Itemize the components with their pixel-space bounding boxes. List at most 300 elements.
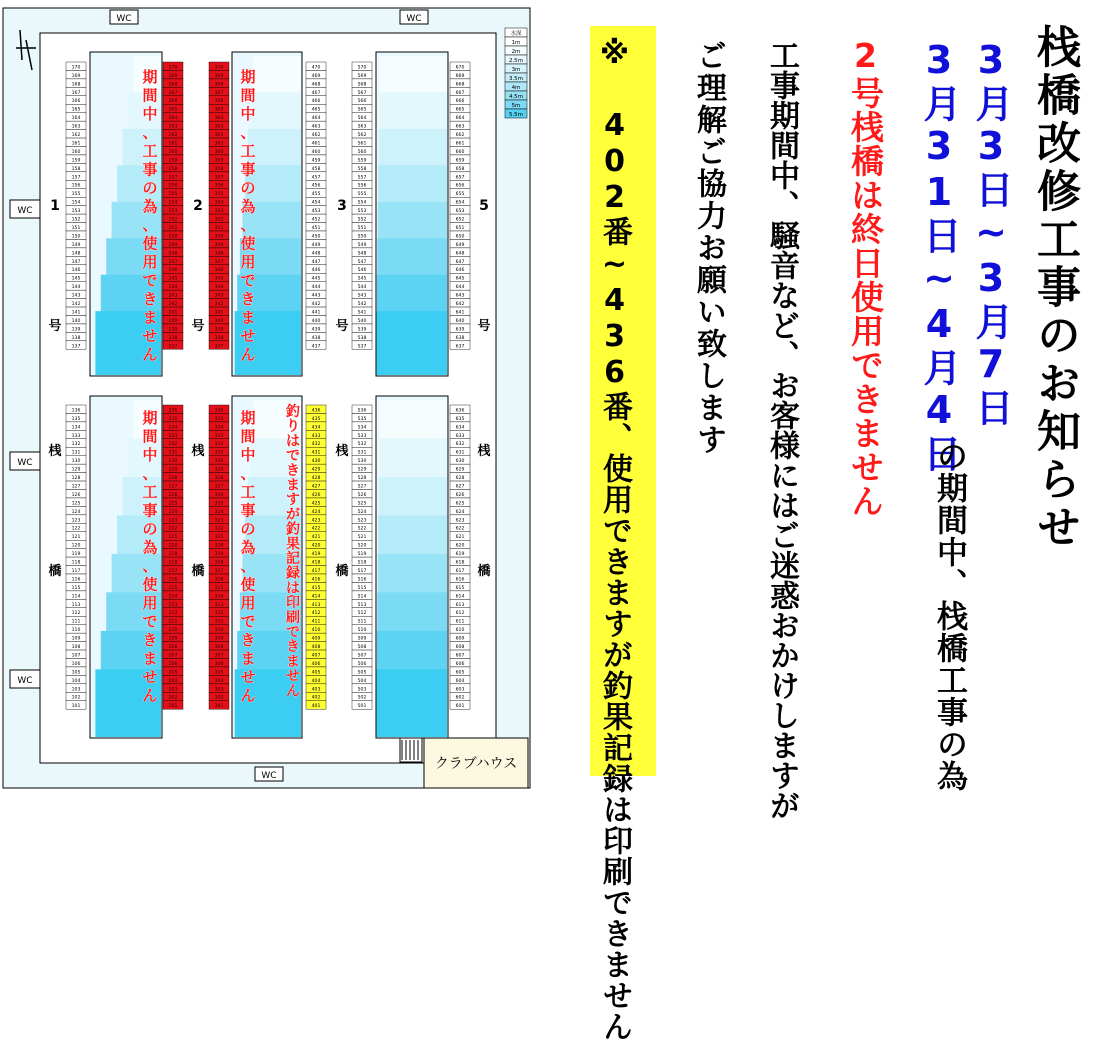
seat-cell-number: 468 [311,82,321,88]
seat-cell-number: 130 [71,459,81,465]
seat-cell-number: 649 [455,242,465,248]
closed-notice-char: 、 [240,216,256,234]
seat-cell-number: 144 [71,285,81,291]
seat-cell-number: 655 [455,192,465,198]
seat-cell-number: 170 [71,65,81,71]
closed-notice-char: 、 [142,557,158,575]
seat-cell-closed-number: 242 [168,302,178,307]
seat-cell-yellow-number: 422 [311,526,321,532]
seat-cell-closed-number: 323 [214,518,224,524]
seat-cell-closed-number: 332 [214,442,224,448]
seat-cell-number: 121 [71,535,81,541]
pier-number: 3 [337,198,347,214]
seat-cell-number: 513 [357,602,367,608]
pier-label-lower: 桟 [191,444,205,459]
closed-notice-char: ま [142,308,158,327]
seat-cell-closed-number: 305 [214,670,224,676]
seat-cell-number: 440 [311,318,321,324]
seat-cell-closed-number: 307 [214,653,224,659]
seat-cell-number: 629 [455,467,465,473]
seat-cell-yellow-number: 409 [311,636,321,642]
closed-notice-char: 間 [240,427,256,446]
seat-cell-number: 639 [455,327,465,333]
seat-cell-number: 111 [71,619,81,625]
seat-cell-number: 143 [71,293,81,299]
seat-cell-number: 634 [455,425,465,431]
fishing-notice-char: が [286,506,300,523]
closed-notice-char: 工 [240,483,256,501]
seat-cell-number: 158 [71,166,81,172]
seat-cell-closed-number: 221 [168,535,178,541]
fishing-notice-char: 釣 [286,404,300,420]
seat-cell-number: 146 [71,268,81,274]
pier-label-lower: 桟 [48,444,62,459]
seat-cell-closed-number: 211 [168,619,178,625]
seat-cell-number: 637 [455,344,465,350]
seat-cell-number: 508 [357,645,367,650]
fishing-notice-char: 釣 [286,521,300,538]
wc-top-left-label: WC [116,14,132,24]
pier-map [0,0,560,794]
pier-suffix: 号 [48,319,62,334]
seat-cell-number: 642 [455,302,465,307]
seat-cell-closed-number: 327 [214,484,224,490]
seat-cell-closed-number: 257 [168,175,178,181]
seat-cell-number: 469 [311,73,321,79]
closed-notice-char: 工 [142,483,158,501]
seat-cell-closed-number: 366 [214,99,224,105]
seat-cell-number: 535 [357,416,367,422]
seat-cell-number: 137 [71,344,81,350]
seat-cell-number: 450 [311,234,321,240]
closed-notice-char: 事 [240,160,256,179]
seat-cell-number: 105 [71,670,81,676]
seat-cell-number: 502 [357,695,367,701]
seat-cell-closed-number: 255 [168,192,178,198]
seat-cell-closed-number: 245 [168,276,178,282]
seat-cell-number: 608 [455,645,465,650]
seat-cell-number: 165 [71,107,81,113]
closed-notice-char: 期 [142,409,158,427]
seat-cell-closed-number: 227 [168,484,178,490]
seat-cell-number: 643 [455,293,465,299]
closed-notice-char: き [142,631,158,649]
seat-cell-number: 668 [455,82,465,88]
seat-cell-number: 624 [455,509,465,515]
seat-cell-closed-number: 353 [214,209,224,215]
seat-cell-closed-number: 226 [168,492,178,498]
seat-cell-number: 523 [357,518,367,524]
closed-notice-char: ま [240,649,256,668]
seat-cell-closed-number: 370 [214,65,224,71]
pier-number: 5 [479,198,489,214]
seat-cell-closed-number: 228 [168,476,178,481]
seat-cell-number: 104 [71,678,81,684]
legend-label: 4.5m [508,94,524,100]
seat-cell-number: 653 [455,209,465,215]
seat-cell-number: 640 [455,318,465,324]
seat-cell-number: 633 [455,433,465,439]
seat-cell-number: 437 [311,344,321,350]
water-pier3-bottom-depth [376,669,447,737]
seat-cell-number: 542 [357,302,367,307]
seat-cell-number: 514 [357,594,367,600]
seat-cell-number: 561 [357,141,367,147]
seat-cell-number: 131 [71,450,81,456]
closed-notice-char: 使 [142,234,158,253]
seat-cell-number: 555 [357,192,367,198]
seat-cell-closed-number: 317 [214,568,224,574]
seat-cell-number: 438 [311,335,321,341]
seat-cell-number: 451 [311,225,321,231]
seat-cell-number: 612 [455,611,465,617]
seat-cell-number: 166 [71,99,81,105]
seat-cell-number: 118 [71,560,81,566]
seat-cell-number: 621 [455,535,465,541]
seat-cell-closed-number: 339 [214,327,224,333]
fishing-notice-char: 印 [286,595,300,612]
seat-cell-closed-number: 338 [214,335,224,341]
seat-cell-number: 657 [455,175,465,181]
wc-left-2-label: WC [17,458,33,468]
seat-cell-number: 464 [311,116,321,122]
seat-cell-closed-number: 351 [214,225,224,231]
seat-cell-number: 630 [455,459,465,465]
seat-cell-number: 501 [357,704,367,710]
seat-cell-number: 603 [455,687,465,693]
closed-notice-char: 使 [240,575,256,594]
seat-cell-number: 538 [357,335,367,341]
seat-cell-closed-number: 331 [214,450,224,456]
seat-cell-closed-number: 322 [214,526,224,532]
seat-cell-number: 656 [455,183,465,189]
closed-notice-char: ん [142,686,158,705]
noise-apology-text: 工事期間中、騒音など、お客様にはご迷惑おかけしますが [764,40,799,820]
seat-cell-closed-number: 330 [214,459,224,465]
closed-notice-char: ん [240,686,256,705]
seat-cell-closed-number: 345 [214,276,224,282]
closed-notice-char: で [240,271,256,290]
seat-cell-closed-number: 209 [168,636,178,642]
seat-cell-closed-number: 303 [214,687,224,693]
seat-cell-number: 506 [357,661,367,667]
closed-notice-char: の [142,179,158,197]
seat-cell-number: 617 [455,568,465,574]
seat-cell-number: 515 [357,585,367,591]
seat-cell-number: 123 [71,518,81,524]
seat-cell-number: 625 [455,501,465,507]
seat-cell-number: 669 [455,73,465,79]
seat-cell-number: 453 [311,209,321,215]
closed-notice-char: せ [240,327,256,345]
seat-cell-closed-number: 337 [214,344,224,350]
seat-cell-number: 152 [71,217,81,223]
seat-cell-number: 619 [455,552,465,558]
seat-cell-number: 539 [357,327,367,333]
closed-notice-char: 、 [142,123,158,142]
seat-cell-closed-number: 231 [168,450,178,456]
closed-notice-char: 事 [142,501,158,520]
seat-cell-number: 101 [71,704,81,710]
seat-cell-number: 127 [71,484,81,490]
seat-cell-closed-number: 302 [214,695,224,701]
seat-cell-number: 106 [71,661,81,667]
seat-cell-number: 559 [357,158,367,164]
seat-cell-number: 616 [455,577,465,583]
seat-cell-closed-number: 239 [168,327,178,333]
seat-cell-number: 531 [357,450,367,456]
seat-cell-number: 644 [455,285,465,291]
seat-cell-yellow-number: 428 [311,476,321,481]
seat-cell-closed-number: 208 [168,645,178,650]
closed-notice-char: せ [240,668,256,686]
seat-cell-yellow-number: 412 [311,611,321,617]
closed-notice-char: 為 [142,197,158,216]
closed-notice-char: 事 [240,501,256,520]
closed-notice-char: の [240,179,256,197]
seat-cell-number: 562 [357,133,367,138]
pier-label-lower2: 橋 [191,564,205,579]
seat-cell-number: 510 [357,628,367,634]
pier-label-lower: 桟 [335,444,349,459]
legend-label: 5.5m [508,112,524,118]
closed-notice-char: 間 [142,427,158,446]
seat-cell-yellow-number: 419 [311,552,321,558]
seat-cell-number: 124 [71,509,81,515]
seat-cell-number: 666 [455,99,465,105]
seat-cell-number: 564 [357,116,367,122]
seat-cell-number: 141 [71,310,81,316]
seat-cell-closed-number: 342 [214,302,224,307]
seat-cell-closed-number: 358 [214,166,224,172]
closed-notice-char: 中 [240,446,256,464]
seat-cell-closed-number: 256 [168,183,178,189]
seat-cell-number: 157 [71,175,81,181]
seat-cell-closed-number: 350 [214,234,224,240]
seat-cell-number: 635 [455,416,465,422]
seat-cell-yellow-number: 425 [311,501,321,507]
closed-notice-char: 期 [240,409,256,427]
seat-cell-number: 454 [311,200,321,206]
seat-cell-number: 147 [71,259,81,265]
seat-cell-number: 114 [71,594,81,600]
seat-cell-number: 611 [455,619,465,625]
seat-cell-number: 609 [455,636,465,642]
seat-cell-number: 108 [71,645,81,650]
seat-cell-closed-number: 229 [168,467,178,473]
seat-cell-yellow-number: 401 [311,704,321,710]
seat-cell-yellow-number: 420 [311,543,321,549]
seat-cell-number: 145 [71,276,81,282]
seat-cell-yellow-number: 436 [311,408,321,414]
seat-cell-number: 505 [357,670,367,676]
seat-cell-closed-number: 316 [214,577,224,583]
seat-cell-number: 518 [357,560,367,566]
seat-cell-closed-number: 243 [168,293,178,299]
seat-cell-number: 566 [357,99,367,105]
seat-cell-closed-number: 329 [214,467,224,473]
seat-cell-number: 110 [71,628,81,634]
wc-bottom-label: WC [261,771,277,781]
seat-cell-number: 129 [71,467,81,473]
seat-cell-number: 563 [357,124,367,130]
seat-cell-number: 545 [357,276,367,282]
seat-cell-number: 109 [71,636,81,642]
seat-cell-number: 113 [71,602,81,608]
fishing-notice-char: せ [286,668,300,685]
seat-cell-number: 115 [71,585,81,591]
seat-cell-yellow-number: 414 [311,594,321,600]
seat-cell-closed-number: 314 [214,594,224,600]
seat-cell-number: 439 [311,327,321,333]
legend-label: 2.5m [508,58,524,64]
seat-cell-closed-number: 301 [214,704,224,710]
seat-cell-closed-number: 206 [168,661,178,667]
seat-cell-number: 456 [311,183,321,189]
seat-cell-closed-number: 249 [168,242,178,248]
seat-cell-number: 620 [455,543,465,549]
seat-cell-number: 632 [455,442,465,448]
seat-cell-number: 448 [311,251,321,257]
seat-cell-closed-number: 205 [168,670,178,676]
seat-cell-number: 551 [357,225,367,231]
legend-label: 4m [511,85,521,91]
seat-cell-number: 664 [455,116,465,122]
pier-label-lower: 桟 [477,444,491,459]
seat-cell-number: 107 [71,653,81,659]
seat-cell-closed-number: 215 [168,585,178,591]
seat-cell-closed-number: 269 [168,73,178,79]
seat-cell-number: 534 [357,425,367,431]
pier2-closed-text: 2号桟橋は終日使用できません [846,36,885,518]
closed-notice-char: 用 [240,253,256,271]
seat-cell-yellow-number: 405 [311,670,321,676]
seat-cell-number: 522 [357,526,367,532]
closed-notice-char: 期 [142,68,158,86]
seat-cell-closed-number: 341 [214,310,224,316]
seat-cell-number: 627 [455,484,465,490]
seat-cell-closed-number: 368 [214,82,224,88]
seat-cell-number: 463 [311,124,321,130]
seat-cell-number: 527 [357,484,367,490]
seat-cell-closed-number: 355 [214,192,224,198]
closed-notice-char: き [240,631,256,649]
seat-cell-number: 512 [357,611,367,617]
closed-notice-char: 、 [142,216,158,234]
seat-cell-number: 148 [71,251,81,257]
fishing-notice-char: ま [286,653,300,670]
seat-cell-number: 651 [455,225,465,231]
seat-cell-number: 662 [455,133,465,138]
seat-cell-number: 139 [71,327,81,333]
seat-cell-number: 565 [357,107,367,113]
seat-cell-number: 122 [71,526,81,532]
seat-cell-number: 554 [357,200,367,206]
seat-cell-number: 128 [71,476,81,481]
seat-cell-number: 519 [357,552,367,558]
seat-cell-closed-number: 213 [168,602,178,608]
seat-cell-number: 455 [311,192,321,198]
seat-cell-number: 442 [311,302,321,307]
seat-cell-yellow-number: 417 [311,568,321,574]
seat-cell-number: 138 [71,335,81,341]
seat-cell-number: 458 [311,166,321,172]
seat-cell-number: 665 [455,107,465,113]
seat-cell-number: 140 [71,318,81,324]
seat-cell-number: 112 [71,611,81,617]
seat-cell-number: 553 [357,209,367,215]
pier-label-lower2: 橋 [335,564,349,579]
seat-cell-closed-number: 343 [214,293,224,299]
seat-cell-number: 507 [357,653,367,659]
seat-cell-number: 670 [455,65,465,71]
seat-cell-number: 517 [357,568,367,574]
seat-cell-number: 155 [71,192,81,198]
seat-cell-number: 135 [71,416,81,422]
seat-cell-closed-number: 334 [214,425,224,431]
seat-cell-number: 169 [71,73,81,79]
seat-cell-yellow-number: 423 [311,518,321,524]
seat-cell-number: 167 [71,90,81,96]
seat-cell-closed-number: 224 [168,509,178,515]
seat-cell-closed-number: 222 [168,526,178,532]
seat-cell-closed-number: 225 [168,501,178,507]
seat-cell-yellow-number: 410 [311,628,321,634]
legend-label: 3m [511,67,521,73]
seat-cell-number: 444 [311,285,321,291]
seat-cell-number: 606 [455,661,465,667]
closed-notice-char: ん [240,345,256,364]
seat-cell-closed-number: 309 [214,636,224,642]
seat-cell-number: 552 [357,217,367,223]
seat-cell-yellow-number: 413 [311,602,321,608]
seat-cell-number: 466 [311,99,321,105]
seat-cell-closed-number: 340 [214,318,224,324]
closed-notice-char: で [142,271,158,290]
seat-cell-number: 524 [357,509,367,515]
seat-cell-number: 541 [357,310,367,316]
seat-cell-number: 550 [357,234,367,240]
closed-notice-char: 使 [240,234,256,253]
seat-cell-yellow-number: 431 [311,450,321,456]
seat-cell-yellow-number: 430 [311,459,321,465]
seat-cell-number: 660 [455,149,465,155]
pier-suffix: 号 [477,319,491,334]
seat-cell-closed-number: 304 [214,678,224,684]
closed-notice-char: 期 [240,68,256,86]
seat-cell-yellow-number: 403 [311,687,321,693]
seat-cell-closed-number: 223 [168,518,178,524]
seat-cell-number: 521 [357,535,367,541]
seat-cell-number: 459 [311,158,321,164]
seat-cell-closed-number: 362 [214,133,224,138]
seat-cell-number: 528 [357,476,367,481]
seat-cell-closed-number: 306 [214,661,224,667]
seat-cell-number: 503 [357,687,367,693]
seat-cell-closed-number: 202 [168,695,178,701]
closed-notice-char: 用 [142,253,158,271]
seat-cell-number: 557 [357,175,367,181]
seat-cell-number: 117 [71,568,81,574]
seat-cell-number: 150 [71,234,81,240]
closed-notice-char: 事 [142,160,158,179]
seat-cell-closed-number: 361 [214,141,224,147]
seat-cell-number: 151 [71,225,81,231]
seat-cell-number: 449 [311,242,321,248]
seat-cell-number: 661 [455,141,465,147]
seat-cell-number: 162 [71,133,81,138]
seat-cell-number: 618 [455,560,465,566]
